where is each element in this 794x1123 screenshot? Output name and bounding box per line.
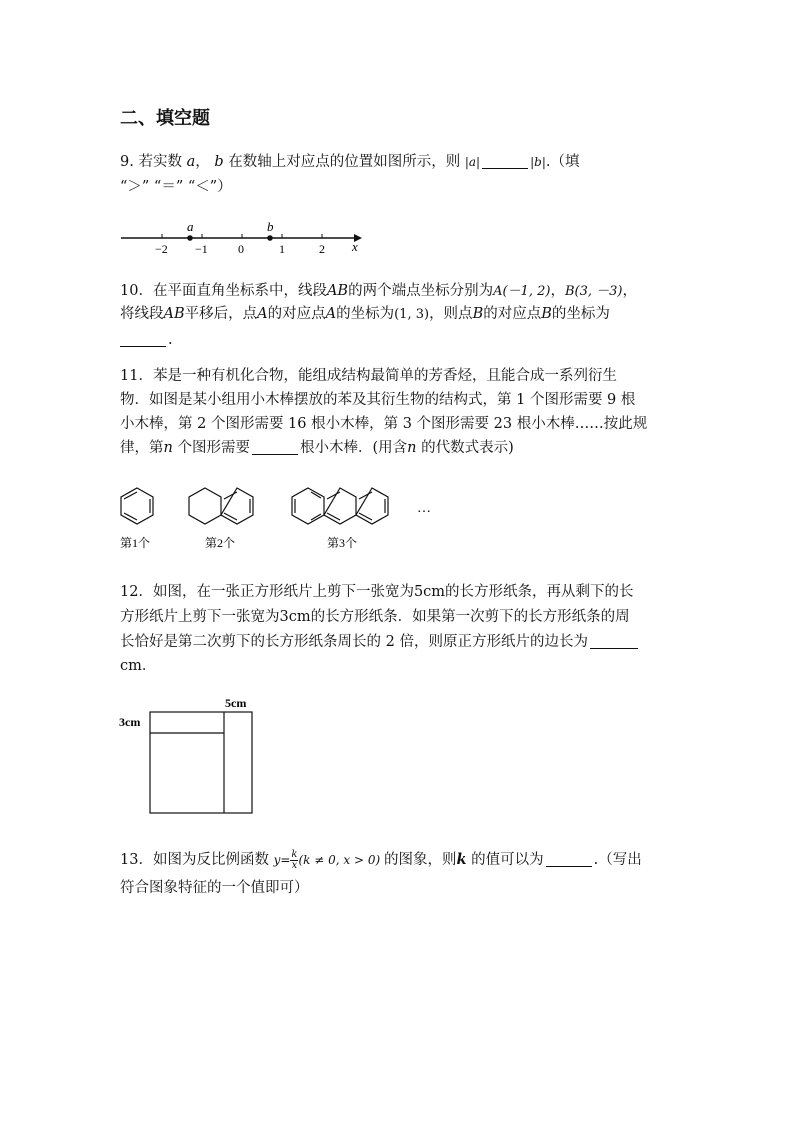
q11-line3: 小木棒，第 2 个图形需要 16 根小木棒，第 3 个图形需要 23 根小木棒……按此规	[120, 416, 648, 432]
q13-text3: 的值可以为	[466, 852, 544, 868]
q11-text3: 根小木棒．(用含	[299, 440, 408, 456]
q10-text2: 将线段	[120, 306, 164, 322]
var-n: n	[407, 440, 417, 456]
q12-line4: cm．	[120, 658, 157, 674]
segment-ab: AB	[163, 306, 185, 322]
paper-strip-diagram	[118, 692, 263, 817]
q10-answer-blank[interactable]	[120, 332, 166, 347]
section-title: 二、填空题	[120, 108, 210, 129]
hexagon-3a	[292, 488, 324, 524]
figure-label-2: 第2个	[205, 536, 236, 550]
q12-answer-blank[interactable]	[590, 634, 638, 649]
q10-text5: 的坐标为	[336, 306, 395, 322]
point-b-label: b	[267, 219, 274, 234]
var-b: b	[214, 154, 224, 170]
point-b: B	[541, 306, 552, 322]
function-formula	[273, 849, 384, 871]
figure-label-1: 第1个	[120, 536, 151, 550]
point-b-dot	[267, 235, 273, 241]
var-a: a	[186, 154, 196, 170]
q12-text: 长恰好是第二次剪下的长方形纸条周长的 2 倍，则原正方形纸片的边长为	[120, 634, 588, 650]
hexagon-2a	[189, 488, 221, 524]
tick-label: −1	[195, 242, 208, 256]
q13-answer-blank[interactable]	[546, 852, 592, 867]
q12-line3	[120, 632, 640, 652]
point-b-coord: B(3, －3)	[564, 284, 623, 299]
q10-line3	[120, 330, 173, 350]
q9-text-mid: 在数轴上对应点的位置如图所示，则	[223, 154, 461, 170]
q9-fill-hint: .（填	[545, 154, 580, 170]
point-a: A	[325, 306, 337, 322]
abs-a: |a|	[464, 155, 481, 169]
axis-label-x: x	[352, 239, 358, 254]
denominator-x: x	[291, 860, 298, 871]
q9-line2: “＞” “＝” “＜”）	[120, 179, 232, 195]
point-a-label: a	[187, 219, 194, 234]
q11-answer-blank[interactable]	[252, 440, 298, 455]
q10-text8: 的坐标为	[551, 306, 610, 322]
q11-line2: 物．如图是某小组用小木棒摆放的苯及其衍生物的结构式，第 1 个图形需要 9 根	[120, 392, 636, 408]
q10-text6: ，则点	[429, 306, 473, 322]
hexagon-2b	[221, 488, 253, 524]
q10-line1	[120, 281, 637, 302]
number-line	[118, 218, 368, 258]
q11-line1: 11．苯是一种有机化合物，能组成结构最简单的芳香烃，且能合成一系列衍生	[120, 368, 617, 384]
ellipsis: …	[417, 501, 431, 516]
numerator-k: k	[291, 849, 298, 860]
point-a: A	[257, 306, 268, 322]
q11-text4: 的代数式表示)	[416, 440, 514, 456]
q11-text: 律，第	[120, 440, 164, 456]
q9-line1	[120, 152, 579, 172]
q10-text-mid: 的两个端点坐标分别为	[348, 283, 494, 299]
square-outline	[150, 712, 252, 813]
q11-line4	[120, 438, 514, 458]
label-3cm: 3cm	[119, 715, 141, 729]
benzene-figures	[112, 480, 442, 555]
q10-text: 10．在平面直角坐标系中，线段	[120, 283, 327, 299]
hexagon-3b	[324, 488, 356, 524]
q12-line1: 12．如图，在一张正方形纸片上剪下一张宽为5cm的长方形纸条，再从剩下的长	[120, 584, 634, 600]
q10-comma2: ，	[622, 283, 637, 299]
hexagon-3c	[356, 488, 388, 524]
func-condition: (k ≠ 0, x > 0)	[298, 853, 381, 867]
tick-label: 2	[319, 242, 325, 256]
segment-ab: AB	[326, 283, 349, 299]
q10-line2	[120, 304, 610, 325]
hexagon-1	[121, 488, 153, 524]
var-k: k	[456, 851, 467, 868]
q13-text4: .（写出	[593, 852, 642, 868]
var-n: n	[163, 440, 173, 456]
q10-text3: 平移后，点	[184, 306, 258, 322]
tick-label: −2	[155, 242, 168, 256]
q13-line2: 符合图象特征的一个值即可）	[120, 880, 309, 896]
tick-label: 0	[238, 242, 244, 256]
q13-text2: 的图象，则	[383, 852, 457, 868]
q10-text7: 的对应点	[483, 306, 542, 322]
q9-text: 9. 若实数	[120, 154, 182, 170]
abs-b: |b|	[530, 155, 546, 169]
point-a-coord: A(－1, 2)	[493, 284, 551, 299]
q13-line1	[120, 848, 642, 872]
q11-text2: 个图形需要	[172, 440, 250, 456]
point-b: B	[472, 306, 484, 322]
q10-comma: ，	[550, 283, 565, 299]
func-y: y	[273, 853, 281, 867]
q9-comma: ，	[195, 154, 210, 170]
point-a2-coord: (1, 3)	[394, 307, 430, 322]
figure-label-3: 第3个	[327, 536, 358, 550]
q10-text4: 的对应点	[267, 306, 326, 322]
label-5cm: 5cm	[225, 696, 247, 710]
q12-line2: 方形纸片上剪下一张宽为3cm的长方形纸条．如果第一次剪下的长方形纸条的周	[120, 609, 630, 625]
q10-period: .	[168, 332, 173, 348]
q13-text: 13．如图为反比例函数	[120, 852, 269, 868]
func-eq: =	[280, 853, 291, 867]
tick-label: 1	[279, 242, 285, 256]
point-a-dot	[187, 235, 193, 241]
q9-answer-blank[interactable]	[482, 154, 528, 169]
